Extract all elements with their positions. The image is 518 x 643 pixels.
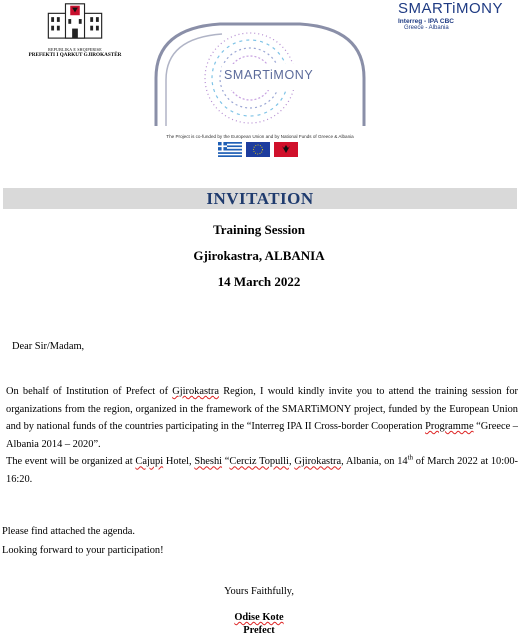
paragraph-text: The event will be organized at (6, 456, 136, 468)
paragraph-text: Programme (425, 421, 474, 433)
closing-line: Looking forward to your participation! (2, 545, 164, 556)
event-location: Gjirokastra, ALBANIA (193, 248, 325, 263)
paragraph-text: , Albania, on 14 (341, 456, 408, 468)
smartimony-logo (150, 8, 370, 133)
invitation-body (6, 383, 518, 489)
paragraph-text: Cerciz Topulli (229, 456, 289, 468)
invitation-banner (3, 188, 517, 209)
paragraph-text: Region, I would kindly invite you to attend the training session for organizations from the region, organized in the framework of the SMARTiMONY project, funded by the European Union and by national funds of the countries participating in the “Interreg IPA II Cross-border Cooperation (6, 386, 518, 433)
program-region: Greece - Albania (404, 25, 449, 31)
prefecture-emblem (20, 0, 130, 59)
ordinal-suffix: th (407, 453, 414, 462)
flags-row (218, 142, 298, 157)
albania-flag-icon (274, 142, 298, 157)
prefecture-building-icon (45, 0, 105, 40)
paragraph-text: Gjirokastra (172, 386, 219, 397)
yours-faithfully: Yours Faithfully, (224, 586, 294, 597)
eu-flag-icon (246, 142, 270, 157)
emblem-prefecture-label: PREFEKTI I QARKUT GJIROKASTËR (28, 52, 122, 58)
attached-note: Please find attached the agenda. (2, 526, 135, 537)
paragraph-text: Cajupi (135, 456, 164, 468)
greece-flag-icon (218, 142, 242, 157)
cofunding-note: The Project is co-funded by the European Union and by National Funds of Greece & Albania (166, 134, 354, 139)
paragraph-text: Hotel, (163, 456, 195, 468)
invitation-paragraph (6, 383, 518, 453)
signer-name (0, 612, 518, 623)
paragraph-text: On behalf of Institution of Prefect of (6, 386, 173, 397)
event-date: 14 March 2022 (217, 274, 301, 289)
brand-name: SMARTiMONY (398, 0, 504, 17)
signer-name-text: Odise Kote (234, 612, 284, 623)
paragraph-text: “ (222, 456, 230, 468)
emblem-country-label: REPUBLIKA E SHQIPERISE (48, 47, 102, 52)
paragraph-text: of March 2022 at 10:00-16:20. (6, 456, 518, 485)
event-type: Training Session (213, 222, 305, 237)
program-name: Interreg - IPA CBC (398, 18, 454, 25)
salutation: Dear Sir/Madam, (12, 341, 85, 352)
paragraph-text: , (288, 456, 295, 468)
venue-paragraph (6, 453, 518, 488)
signer-title: Prefect (243, 625, 275, 636)
invitation-title: INVITATION (206, 189, 314, 208)
program-brand (398, 0, 516, 31)
paragraph-text: “Greece – Albania 2014 – 2020”. (6, 421, 518, 450)
paragraph-text: Gjirokastra (294, 456, 342, 468)
paragraph-text: Sheshi (194, 456, 223, 468)
logo-wordmark: SMARTiMONY (224, 68, 314, 82)
